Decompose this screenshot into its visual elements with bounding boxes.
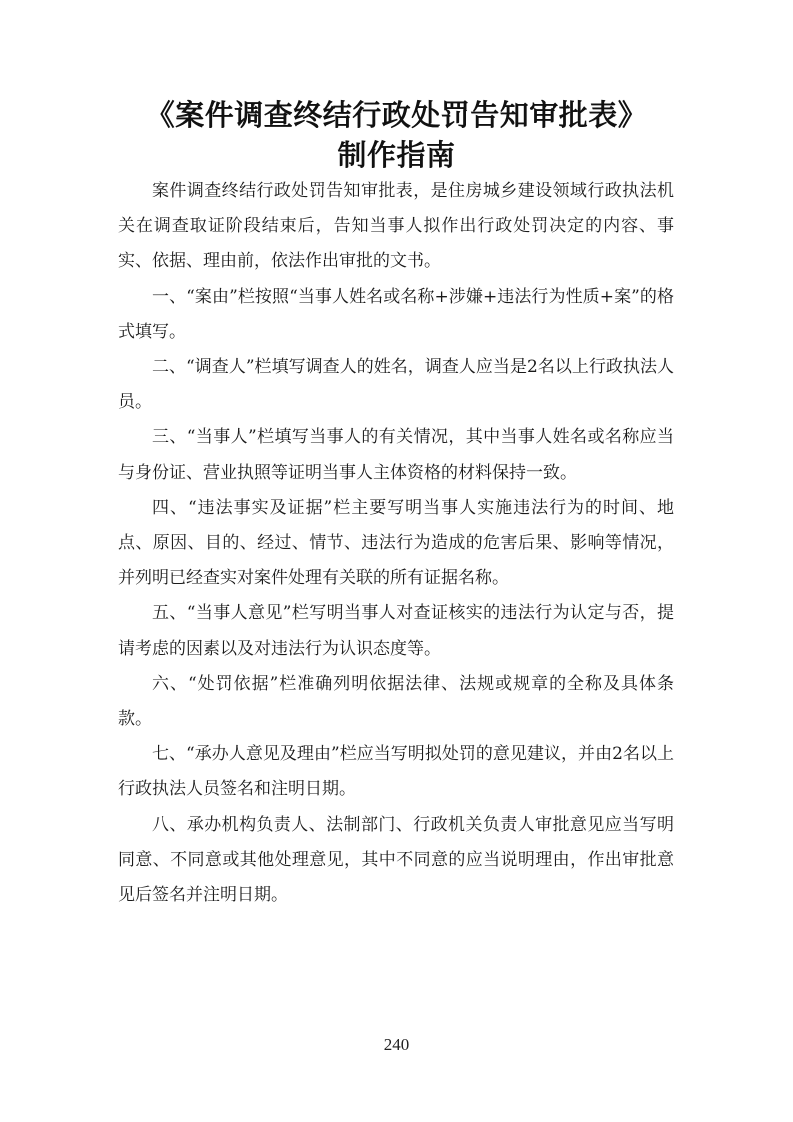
title-block — [0, 95, 793, 175]
document-body — [118, 174, 674, 913]
document-title: 《案件调查终结行政处罚告知审批表》 — [145, 98, 648, 132]
paragraph-violation-facts: 四、“违法事实及证据”栏主要写明当事人实施违法行为的时间、地点、原因、目的、经过、情节、违法行为造成的危害后果、影响等情况，并列明已经查实对案件处理有关联的所有证据名称。 — [118, 497, 674, 589]
paragraph-case-cause: 一、“案由”栏按照“当事人姓名或名称+涉嫌+违法行为性质+案”的格式填写。 — [118, 286, 674, 342]
paragraph-approval-opinion: 八、承办机构负责人、法制部门、行政机关负责人审批意见应当写明同意、不同意或其他处理意见，其中不同意的应当说明理由，作出审批意见后签名并注明日期。 — [118, 814, 674, 906]
paragraph-intro: 案件调查终结行政处罚告知审批表，是住房城乡建设领域行政执法机关在调查取证阶段结束后，告知当事人拟作出行政处罚决定的内容、事实、依据、理由前，依法作出审批的文书。 — [118, 181, 674, 272]
page-number: 240 — [383, 1035, 410, 1054]
paragraph-investigator: 二、“调查人”栏填写调查人的姓名，调查人应当是2名以上行政执法人员。 — [118, 357, 674, 413]
paragraph-penalty-basis: 六、“处罚依据”栏准确列明依据法律、法规或规章的全称及具体条款。 — [118, 673, 674, 730]
paragraph-party-opinion: 五、“当事人意见”栏写明当事人对查证核实的违法行为认定与否，提请考虑的因素以及对违法行为认识态度等。 — [118, 603, 674, 659]
paragraph-party: 三、“当事人”栏填写当事人的有关情况，其中当事人姓名或名称应当与身份证、营业执照等证明当事人主体资格的材料保持一致。 — [118, 427, 674, 483]
paragraph-handler-opinion: 七、“承办人意见及理由”栏应当写明拟处罚的意见建议，并由2名以上行政执法人员签名和注明日期。 — [118, 744, 674, 800]
document-subtitle: 制作指南 — [337, 138, 456, 172]
